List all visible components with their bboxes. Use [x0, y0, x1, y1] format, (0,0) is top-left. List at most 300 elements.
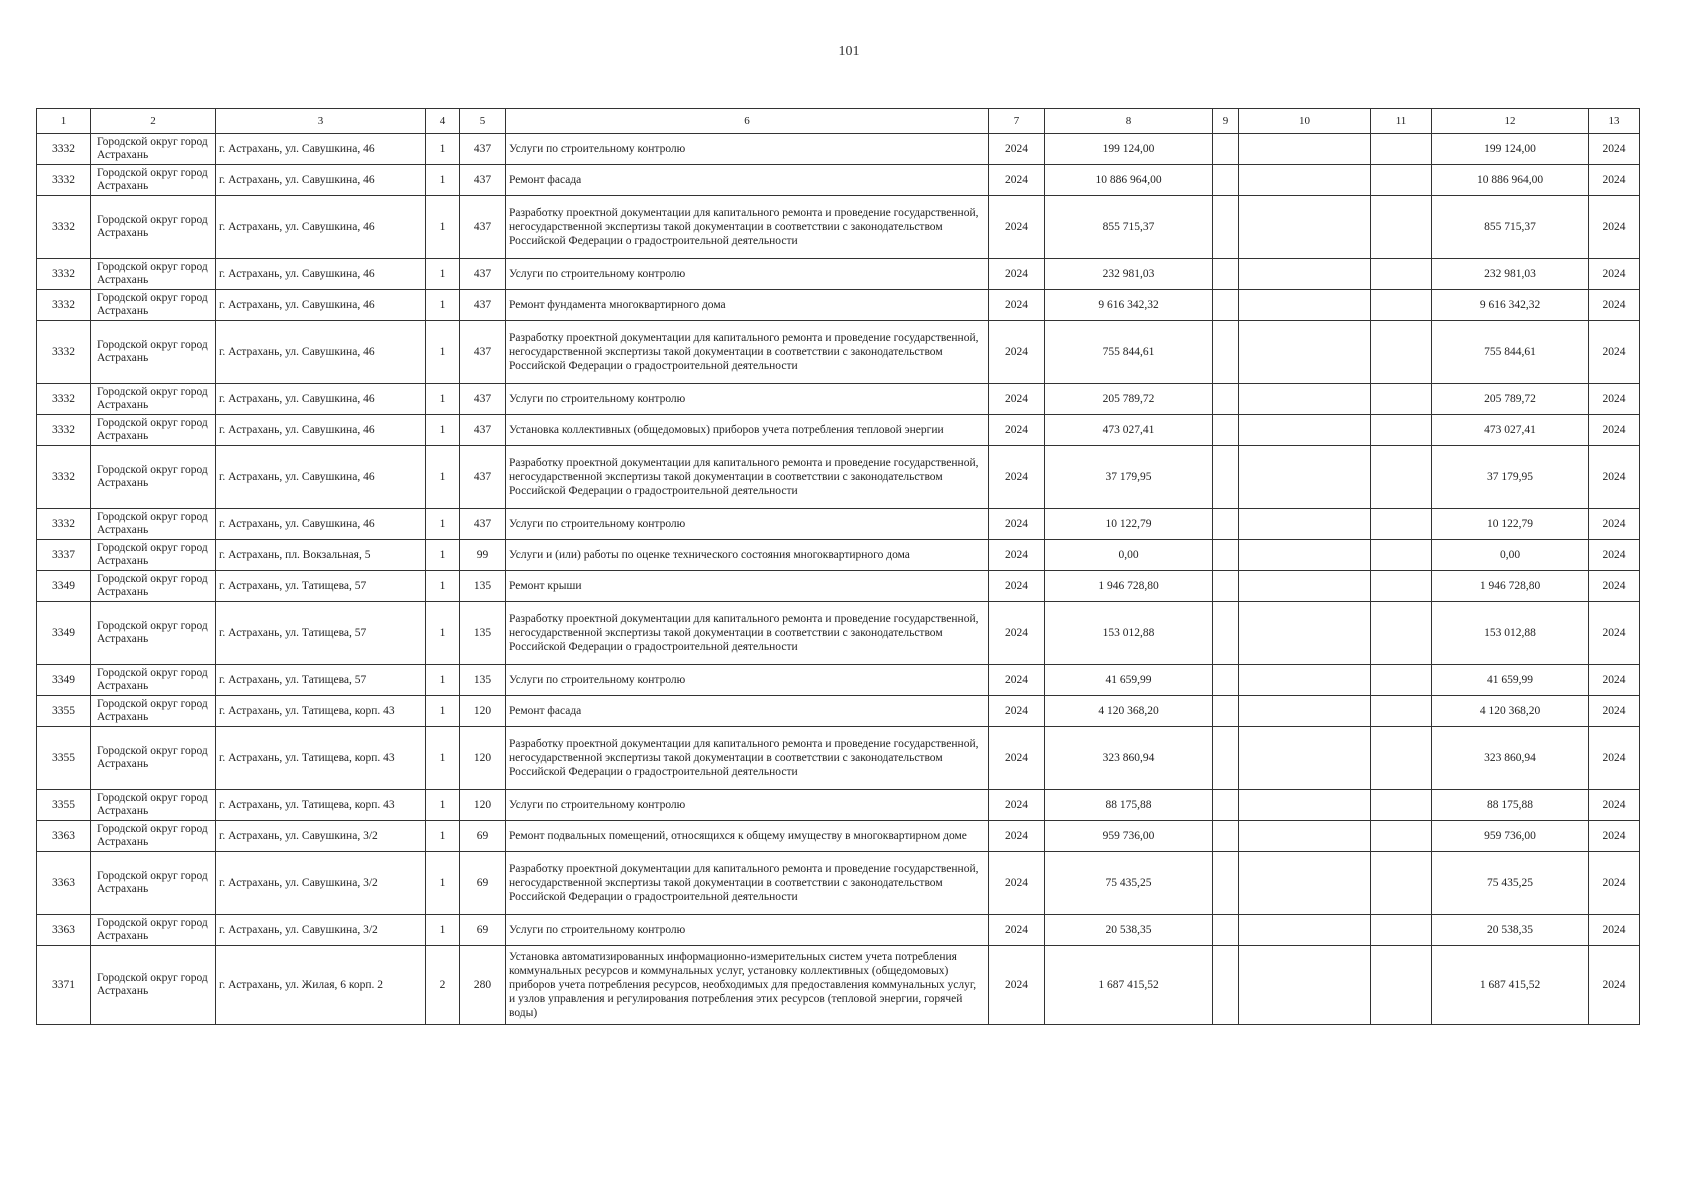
- cell-address: г. Астрахань, ул. Савушкина, 46: [216, 165, 426, 196]
- cell-col-11: [1371, 696, 1432, 727]
- cell-col-11: [1371, 290, 1432, 321]
- cell-col-10: [1239, 727, 1371, 790]
- cell-address: г. Астрахань, ул. Татищева, 57: [216, 602, 426, 665]
- cell-col-9: [1213, 134, 1239, 165]
- cell-col-9: [1213, 821, 1239, 852]
- cell-col-4: 2: [426, 946, 460, 1025]
- cell-amount-total: 41 659,99: [1432, 665, 1589, 696]
- table-row: [37, 196, 1640, 259]
- cell-id: 3332: [37, 446, 91, 509]
- cell-amount-total: 20 538,35: [1432, 915, 1589, 946]
- cell-amount-total: 0,00: [1432, 540, 1589, 571]
- page-number: 101: [838, 44, 860, 59]
- cell-id: 3355: [37, 790, 91, 821]
- cell-end-year: 2024: [1589, 665, 1640, 696]
- table-row: [37, 852, 1640, 915]
- cell-municipality: Городской округ город Астрахань: [91, 165, 216, 196]
- cell-year: 2024: [989, 571, 1045, 602]
- cell-amount: 10 886 964,00: [1045, 165, 1213, 196]
- cell-id: 3349: [37, 571, 91, 602]
- cell-col-5: 437: [460, 134, 506, 165]
- cell-amount-total: 1 687 415,52: [1432, 946, 1589, 1025]
- cell-amount-total: 4 120 368,20: [1432, 696, 1589, 727]
- cell-col-9: [1213, 571, 1239, 602]
- cell-year: 2024: [989, 852, 1045, 915]
- cell-municipality: Городской округ город Астрахань: [91, 540, 216, 571]
- cell-end-year: 2024: [1589, 290, 1640, 321]
- column-header-1: 1: [37, 109, 91, 134]
- cell-amount: 153 012,88: [1045, 602, 1213, 665]
- cell-col-4: 1: [426, 509, 460, 540]
- cell-col-9: [1213, 446, 1239, 509]
- cell-col-9: [1213, 415, 1239, 446]
- cell-municipality: Городской округ город Астрахань: [91, 571, 216, 602]
- cell-work-description: Ремонт фундамента многоквартирного дома: [506, 290, 989, 321]
- cell-col-4: 1: [426, 665, 460, 696]
- cell-end-year: 2024: [1589, 571, 1640, 602]
- cell-year: 2024: [989, 790, 1045, 821]
- cell-work-description: Разработку проектной документации для капитального ремонта и проведение государственной, негосударственной экспертизы такой документации в соответствии с законодательством Российской Федерации о градостроительной деятельности: [506, 852, 989, 915]
- cell-amount-total: 37 179,95: [1432, 446, 1589, 509]
- cell-col-9: [1213, 165, 1239, 196]
- cell-amount: 199 124,00: [1045, 134, 1213, 165]
- cell-id: 3332: [37, 415, 91, 446]
- cell-municipality: Городской округ город Астрахань: [91, 696, 216, 727]
- cell-id: 3363: [37, 852, 91, 915]
- cell-id: 3332: [37, 165, 91, 196]
- cell-year: 2024: [989, 821, 1045, 852]
- cell-address: г. Астрахань, ул. Савушкина, 46: [216, 259, 426, 290]
- cell-address: г. Астрахань, ул. Савушкина, 3/2: [216, 915, 426, 946]
- cell-id: 3337: [37, 540, 91, 571]
- column-header-6: 6: [506, 109, 989, 134]
- cell-col-11: [1371, 321, 1432, 384]
- cell-end-year: 2024: [1589, 259, 1640, 290]
- cell-amount-total: 75 435,25: [1432, 852, 1589, 915]
- cell-col-5: 120: [460, 790, 506, 821]
- cell-end-year: 2024: [1589, 415, 1640, 446]
- cell-address: г. Астрахань, ул. Татищева, корп. 43: [216, 790, 426, 821]
- cell-col-10: [1239, 915, 1371, 946]
- cell-col-10: [1239, 165, 1371, 196]
- cell-col-10: [1239, 134, 1371, 165]
- cell-col-5: 437: [460, 415, 506, 446]
- column-header-5: 5: [460, 109, 506, 134]
- table-row: [37, 665, 1640, 696]
- cell-address: г. Астрахань, ул. Савушкина, 46: [216, 384, 426, 415]
- cell-col-4: 1: [426, 727, 460, 790]
- cell-col-10: [1239, 852, 1371, 915]
- cell-col-5: 437: [460, 446, 506, 509]
- cell-end-year: 2024: [1589, 727, 1640, 790]
- cell-work-description: Услуги по строительному контролю: [506, 509, 989, 540]
- cell-amount: 9 616 342,32: [1045, 290, 1213, 321]
- cell-amount-total: 959 736,00: [1432, 821, 1589, 852]
- cell-year: 2024: [989, 321, 1045, 384]
- table-row: [37, 384, 1640, 415]
- cell-col-4: 1: [426, 415, 460, 446]
- column-header-13: 13: [1589, 109, 1640, 134]
- cell-amount-total: 1 946 728,80: [1432, 571, 1589, 602]
- cell-col-5: 120: [460, 727, 506, 790]
- cell-end-year: 2024: [1589, 384, 1640, 415]
- cell-col-4: 1: [426, 259, 460, 290]
- cell-col-11: [1371, 915, 1432, 946]
- cell-col-4: 1: [426, 852, 460, 915]
- column-number-row: [37, 109, 1640, 134]
- cell-municipality: Городской округ город Астрахань: [91, 415, 216, 446]
- cell-amount: 20 538,35: [1045, 915, 1213, 946]
- cell-year: 2024: [989, 446, 1045, 509]
- cell-work-description: Ремонт крыши: [506, 571, 989, 602]
- column-header-11: 11: [1371, 109, 1432, 134]
- cell-col-4: 1: [426, 915, 460, 946]
- cell-amount-total: 9 616 342,32: [1432, 290, 1589, 321]
- cell-col-10: [1239, 696, 1371, 727]
- cell-work-description: Разработку проектной документации для капитального ремонта и проведение государственной, негосударственной экспертизы такой документации в соответствии с законодательством Российской Федерации о градостроительной деятельности: [506, 196, 989, 259]
- cell-col-5: 135: [460, 602, 506, 665]
- cell-col-5: 99: [460, 540, 506, 571]
- cell-col-11: [1371, 384, 1432, 415]
- cell-amount: 755 844,61: [1045, 321, 1213, 384]
- cell-municipality: Городской округ город Астрахань: [91, 321, 216, 384]
- cell-municipality: Городской округ город Астрахань: [91, 196, 216, 259]
- cell-end-year: 2024: [1589, 196, 1640, 259]
- cell-col-5: 135: [460, 665, 506, 696]
- cell-end-year: 2024: [1589, 790, 1640, 821]
- cell-municipality: Городской округ город Астрахань: [91, 821, 216, 852]
- table-row: [37, 946, 1640, 1025]
- cell-col-11: [1371, 946, 1432, 1025]
- cell-amount: 205 789,72: [1045, 384, 1213, 415]
- column-header-7: 7: [989, 109, 1045, 134]
- cell-end-year: 2024: [1589, 602, 1640, 665]
- table-row: [37, 165, 1640, 196]
- cell-municipality: Городской округ город Астрахань: [91, 509, 216, 540]
- cell-year: 2024: [989, 165, 1045, 196]
- cell-col-4: 1: [426, 821, 460, 852]
- cell-amount: 855 715,37: [1045, 196, 1213, 259]
- cell-work-description: Услуги по строительному контролю: [506, 665, 989, 696]
- cell-col-10: [1239, 259, 1371, 290]
- cell-col-5: 135: [460, 571, 506, 602]
- cell-id: 3332: [37, 321, 91, 384]
- cell-address: г. Астрахань, ул. Савушкина, 3/2: [216, 852, 426, 915]
- cell-col-9: [1213, 540, 1239, 571]
- column-header-3: 3: [216, 109, 426, 134]
- cell-col-11: [1371, 259, 1432, 290]
- cell-amount: 10 122,79: [1045, 509, 1213, 540]
- cell-amount-total: 232 981,03: [1432, 259, 1589, 290]
- cell-municipality: Городской округ город Астрахань: [91, 446, 216, 509]
- cell-id: 3355: [37, 696, 91, 727]
- table-row: [37, 134, 1640, 165]
- cell-municipality: Городской округ город Астрахань: [91, 790, 216, 821]
- cell-address: г. Астрахань, пл. Вокзальная, 5: [216, 540, 426, 571]
- cell-col-9: [1213, 852, 1239, 915]
- cell-col-11: [1371, 134, 1432, 165]
- cell-col-5: 437: [460, 509, 506, 540]
- cell-address: г. Астрахань, ул. Савушкина, 46: [216, 509, 426, 540]
- cell-col-10: [1239, 790, 1371, 821]
- cell-col-10: [1239, 446, 1371, 509]
- cell-id: 3332: [37, 134, 91, 165]
- cell-end-year: 2024: [1589, 821, 1640, 852]
- cell-municipality: Городской округ город Астрахань: [91, 290, 216, 321]
- cell-amount: 473 027,41: [1045, 415, 1213, 446]
- cell-amount: 323 860,94: [1045, 727, 1213, 790]
- cell-col-9: [1213, 290, 1239, 321]
- cell-col-9: [1213, 696, 1239, 727]
- cell-municipality: Городской округ город Астрахань: [91, 665, 216, 696]
- cell-col-11: [1371, 727, 1432, 790]
- cell-municipality: Городской округ город Астрахань: [91, 915, 216, 946]
- cell-col-4: 1: [426, 540, 460, 571]
- cell-id: 3349: [37, 602, 91, 665]
- cell-work-description: Услуги по строительному контролю: [506, 259, 989, 290]
- cell-col-4: 1: [426, 696, 460, 727]
- cell-col-10: [1239, 571, 1371, 602]
- cell-year: 2024: [989, 665, 1045, 696]
- table-row: [37, 696, 1640, 727]
- cell-col-10: [1239, 602, 1371, 665]
- cell-col-11: [1371, 852, 1432, 915]
- cell-address: г. Астрахань, ул. Савушкина, 46: [216, 321, 426, 384]
- cell-col-10: [1239, 384, 1371, 415]
- cell-col-5: 437: [460, 290, 506, 321]
- cell-col-10: [1239, 196, 1371, 259]
- table-container: [36, 108, 1639, 1025]
- column-header-12: 12: [1432, 109, 1589, 134]
- table-row: [37, 509, 1640, 540]
- cell-amount: 0,00: [1045, 540, 1213, 571]
- cell-col-5: 437: [460, 384, 506, 415]
- cell-id: 3332: [37, 290, 91, 321]
- cell-municipality: Городской округ город Астрахань: [91, 384, 216, 415]
- cell-amount-total: 199 124,00: [1432, 134, 1589, 165]
- cell-work-description: Услуги по строительному контролю: [506, 915, 989, 946]
- cell-col-10: [1239, 821, 1371, 852]
- cell-address: г. Астрахань, ул. Савушкина, 46: [216, 415, 426, 446]
- column-header-10: 10: [1239, 109, 1371, 134]
- cell-col-5: 69: [460, 915, 506, 946]
- cell-work-description: Разработку проектной документации для капитального ремонта и проведение государственной, негосударственной экспертизы такой документации в соответствии с законодательством Российской Федерации о градостроительной деятельности: [506, 446, 989, 509]
- cell-year: 2024: [989, 946, 1045, 1025]
- cell-end-year: 2024: [1589, 509, 1640, 540]
- cell-work-description: Ремонт фасада: [506, 696, 989, 727]
- cell-amount: 232 981,03: [1045, 259, 1213, 290]
- cell-col-5: 437: [460, 196, 506, 259]
- cell-col-11: [1371, 446, 1432, 509]
- cell-amount: 1 687 415,52: [1045, 946, 1213, 1025]
- cell-work-description: Услуги по строительному контролю: [506, 790, 989, 821]
- cell-col-9: [1213, 665, 1239, 696]
- table-row: [37, 415, 1640, 446]
- cell-address: г. Астрахань, ул. Жилая, 6 корп. 2: [216, 946, 426, 1025]
- cell-col-5: 437: [460, 165, 506, 196]
- cell-col-10: [1239, 415, 1371, 446]
- cell-address: г. Астрахань, ул. Савушкина, 46: [216, 134, 426, 165]
- cell-work-description: Разработку проектной документации для капитального ремонта и проведение государственной, негосударственной экспертизы такой документации в соответствии с законодательством Российской Федерации о градостроительной деятельности: [506, 321, 989, 384]
- cell-id: 3332: [37, 259, 91, 290]
- cell-col-9: [1213, 259, 1239, 290]
- cell-work-description: Услуги по строительному контролю: [506, 384, 989, 415]
- cell-id: 3355: [37, 727, 91, 790]
- cell-year: 2024: [989, 196, 1045, 259]
- cell-col-4: 1: [426, 196, 460, 259]
- cell-municipality: Городской округ город Астрахань: [91, 134, 216, 165]
- column-header-8: 8: [1045, 109, 1213, 134]
- table-row: [37, 540, 1640, 571]
- cell-id: 3349: [37, 665, 91, 696]
- cell-work-description: Ремонт подвальных помещений, относящихся к общему имуществу в многоквартирном доме: [506, 821, 989, 852]
- cell-amount: 41 659,99: [1045, 665, 1213, 696]
- cell-year: 2024: [989, 915, 1045, 946]
- cell-year: 2024: [989, 696, 1045, 727]
- cell-work-description: Ремонт фасада: [506, 165, 989, 196]
- cell-amount: 75 435,25: [1045, 852, 1213, 915]
- cell-col-5: 437: [460, 321, 506, 384]
- cell-col-9: [1213, 915, 1239, 946]
- cell-year: 2024: [989, 290, 1045, 321]
- cell-amount: 4 120 368,20: [1045, 696, 1213, 727]
- cell-amount-total: 323 860,94: [1432, 727, 1589, 790]
- capital-repair-table: [36, 108, 1640, 1025]
- cell-end-year: 2024: [1589, 446, 1640, 509]
- cell-amount: 1 946 728,80: [1045, 571, 1213, 602]
- cell-col-4: 1: [426, 790, 460, 821]
- cell-work-description: Разработку проектной документации для капитального ремонта и проведение государственной, негосударственной экспертизы такой документации в соответствии с законодательством Российской Федерации о градостроительной деятельности: [506, 602, 989, 665]
- cell-year: 2024: [989, 415, 1045, 446]
- cell-col-10: [1239, 665, 1371, 696]
- cell-address: г. Астрахань, ул. Татищева, 57: [216, 571, 426, 602]
- cell-col-11: [1371, 165, 1432, 196]
- cell-municipality: Городской округ город Астрахань: [91, 727, 216, 790]
- cell-amount-total: 10 886 964,00: [1432, 165, 1589, 196]
- cell-col-10: [1239, 290, 1371, 321]
- cell-municipality: Городской округ город Астрахань: [91, 852, 216, 915]
- cell-col-11: [1371, 509, 1432, 540]
- table-row: [37, 446, 1640, 509]
- cell-col-9: [1213, 509, 1239, 540]
- cell-id: 3332: [37, 384, 91, 415]
- table-row: [37, 727, 1640, 790]
- cell-col-9: [1213, 196, 1239, 259]
- cell-col-4: 1: [426, 165, 460, 196]
- cell-end-year: 2024: [1589, 321, 1640, 384]
- cell-address: г. Астрахань, ул. Татищева, корп. 43: [216, 696, 426, 727]
- cell-id: 3332: [37, 509, 91, 540]
- cell-end-year: 2024: [1589, 946, 1640, 1025]
- cell-col-9: [1213, 790, 1239, 821]
- cell-amount-total: 755 844,61: [1432, 321, 1589, 384]
- cell-amount-total: 153 012,88: [1432, 602, 1589, 665]
- cell-id: 3371: [37, 946, 91, 1025]
- cell-end-year: 2024: [1589, 696, 1640, 727]
- table-row: [37, 915, 1640, 946]
- cell-address: г. Астрахань, ул. Савушкина, 46: [216, 446, 426, 509]
- cell-amount: 959 736,00: [1045, 821, 1213, 852]
- cell-col-5: 69: [460, 852, 506, 915]
- cell-col-9: [1213, 384, 1239, 415]
- cell-col-11: [1371, 540, 1432, 571]
- table-body: [37, 134, 1640, 1025]
- cell-col-4: 1: [426, 571, 460, 602]
- cell-col-11: [1371, 821, 1432, 852]
- cell-col-10: [1239, 509, 1371, 540]
- cell-address: г. Астрахань, ул. Татищева, 57: [216, 665, 426, 696]
- cell-col-5: 280: [460, 946, 506, 1025]
- cell-col-11: [1371, 602, 1432, 665]
- cell-end-year: 2024: [1589, 540, 1640, 571]
- cell-year: 2024: [989, 540, 1045, 571]
- cell-municipality: Городской округ город Астрахань: [91, 946, 216, 1025]
- cell-col-9: [1213, 727, 1239, 790]
- cell-id: 3363: [37, 821, 91, 852]
- table-row: [37, 790, 1640, 821]
- cell-year: 2024: [989, 509, 1045, 540]
- column-header-2: 2: [91, 109, 216, 134]
- column-header-4: 4: [426, 109, 460, 134]
- cell-end-year: 2024: [1589, 852, 1640, 915]
- cell-col-5: 120: [460, 696, 506, 727]
- cell-col-10: [1239, 946, 1371, 1025]
- cell-id: 3363: [37, 915, 91, 946]
- cell-col-11: [1371, 790, 1432, 821]
- cell-end-year: 2024: [1589, 165, 1640, 196]
- cell-col-5: 437: [460, 259, 506, 290]
- cell-col-10: [1239, 540, 1371, 571]
- table-header: [37, 109, 1640, 134]
- table-row: [37, 602, 1640, 665]
- cell-col-10: [1239, 321, 1371, 384]
- cell-year: 2024: [989, 727, 1045, 790]
- cell-work-description: Установка коллективных (общедомовых) приборов учета потребления тепловой энергии: [506, 415, 989, 446]
- cell-year: 2024: [989, 134, 1045, 165]
- cell-id: 3332: [37, 196, 91, 259]
- cell-work-description: Установка автоматизированных информационно-измерительных систем учета потребления коммунальных ресурсов и коммунальных услуг, установку коллективных (общедомовых) приборов учета потребления ресурсов, необходимых для предоставления коммунальных услуг, и узлов управления и регулирования потребления этих ресурсов (тепловой энергии, горячей воды): [506, 946, 989, 1025]
- cell-year: 2024: [989, 259, 1045, 290]
- cell-col-5: 69: [460, 821, 506, 852]
- cell-col-4: 1: [426, 290, 460, 321]
- cell-col-4: 1: [426, 384, 460, 415]
- cell-end-year: 2024: [1589, 915, 1640, 946]
- cell-amount-total: 205 789,72: [1432, 384, 1589, 415]
- cell-amount: 88 175,88: [1045, 790, 1213, 821]
- cell-col-11: [1371, 571, 1432, 602]
- table-row: [37, 290, 1640, 321]
- table-row: [37, 321, 1640, 384]
- cell-col-4: 1: [426, 446, 460, 509]
- cell-col-4: 1: [426, 602, 460, 665]
- cell-col-4: 1: [426, 134, 460, 165]
- cell-end-year: 2024: [1589, 134, 1640, 165]
- cell-col-9: [1213, 946, 1239, 1025]
- cell-year: 2024: [989, 602, 1045, 665]
- cell-address: г. Астрахань, ул. Савушкина, 3/2: [216, 821, 426, 852]
- cell-col-11: [1371, 665, 1432, 696]
- cell-col-11: [1371, 415, 1432, 446]
- cell-work-description: Разработку проектной документации для капитального ремонта и проведение государственной, негосударственной экспертизы такой документации в соответствии с законодательством Российской Федерации о градостроительной деятельности: [506, 727, 989, 790]
- table-row: [37, 571, 1640, 602]
- cell-address: г. Астрахань, ул. Савушкина, 46: [216, 290, 426, 321]
- cell-col-9: [1213, 321, 1239, 384]
- cell-col-11: [1371, 196, 1432, 259]
- column-header-9: 9: [1213, 109, 1239, 134]
- table-row: [37, 259, 1640, 290]
- cell-municipality: Городской округ город Астрахань: [91, 602, 216, 665]
- cell-address: г. Астрахань, ул. Татищева, корп. 43: [216, 727, 426, 790]
